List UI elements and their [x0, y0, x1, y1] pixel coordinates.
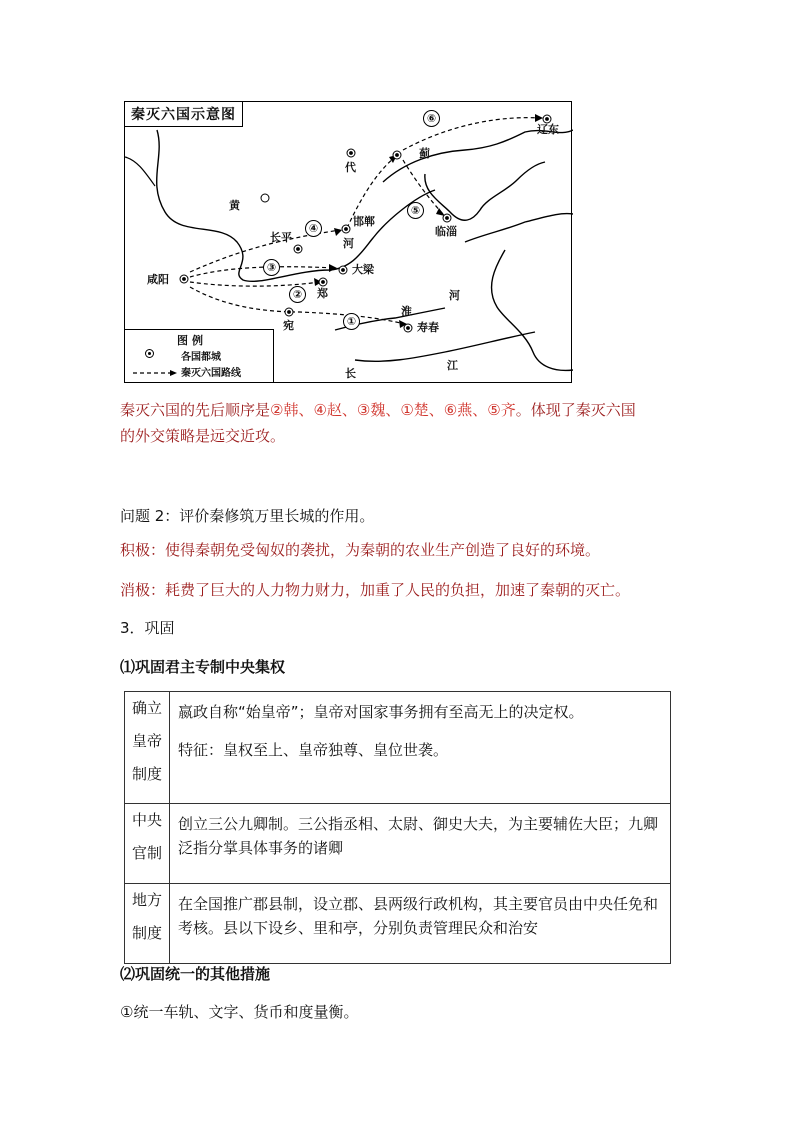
map-title: 秦灭六国示意图 [125, 102, 243, 127]
centralization-table [124, 691, 671, 964]
route-number-2: ② [289, 286, 306, 303]
section3-heading: 3．巩固 [120, 619, 175, 637]
row-content-text: 在全国推广郡县制，设立郡、县两级行政机构，其主要官员由中央任免和考核。县以下设乡、里和亭，分别负责管理民众和治安 [178, 895, 659, 937]
section3-sub2: ⑵巩固统一的其他措施 [120, 965, 271, 983]
table-row [125, 804, 671, 884]
row-header-local [125, 884, 170, 964]
map-legend [125, 329, 274, 382]
answer-order-suffix: 。体现了秦灭六国 [515, 401, 636, 419]
city-dai: 代 [345, 161, 356, 174]
label-he1: 河 [343, 237, 354, 250]
legend-title: 图例 [177, 334, 207, 347]
route-line-icon [133, 369, 179, 377]
route-number-1: ① [343, 313, 360, 330]
label-huang: 黄 [229, 199, 240, 212]
row-content-emperor [170, 692, 671, 804]
row-header-central [125, 804, 170, 884]
row-content-text: 特征：皇权至上、皇帝独尊、皇位世袭。 [178, 741, 449, 759]
label-he2: 河 [449, 289, 460, 302]
row-content-local [170, 884, 671, 964]
label-huai: 淮 [401, 305, 412, 318]
label-jiang: 江 [447, 359, 458, 372]
row-header-line: 地方 [131, 891, 162, 909]
west-river [125, 157, 155, 186]
city-xianyang: 咸阳 [147, 273, 169, 286]
route-number-3: ③ [263, 259, 280, 276]
yangtze-river [355, 332, 535, 361]
capital-marker-icon [145, 349, 154, 358]
section3-sub1: ⑴巩固君主专制中央集权 [120, 658, 286, 676]
row-header-line: 制度 [131, 924, 162, 942]
city-daliang: 大梁 [352, 263, 374, 276]
city-ji: 蓟 [419, 147, 430, 160]
legend-capital: 各国都城 [181, 352, 221, 363]
label-chang: 长 [345, 367, 356, 380]
city-zheng: 郑 [317, 287, 328, 300]
coastline-shandong [465, 214, 573, 242]
row-header-emperor [125, 692, 170, 804]
row-header-line: 皇帝 [131, 732, 162, 750]
qin-conquest-map [124, 101, 572, 383]
row-header-line: 制度 [131, 765, 162, 783]
coastline-bohai [425, 162, 545, 220]
question2-negative: 消极：耗费了巨大的人力物力财力，加重了人民的负担，加速了秦朝的灭亡。 [120, 581, 631, 599]
answer-order-items: ②韩、④赵、③魏、①楚、⑥燕、⑤齐 [270, 401, 516, 419]
row-header-line: 官制 [131, 844, 162, 862]
table-row [125, 692, 671, 804]
legend-route: 秦灭六国路线 [181, 368, 241, 379]
route-number-4: ④ [305, 220, 322, 237]
row-content-text: 嬴政自称“始皇帝”；皇帝对国家事务拥有至高无上的决定权。 [178, 703, 584, 721]
row-header-line: 确立 [131, 699, 162, 717]
city-shouchun: 寿春 [417, 321, 439, 334]
row-content-text: 创立三公九卿制。三公指丞相、太尉、御史大夫，为主要辅佐大臣；九卿泛指分掌具体事务的诸卿 [178, 815, 659, 857]
city-wan: 宛 [283, 319, 294, 332]
route-number-5: ⑤ [407, 202, 424, 219]
answer-order [120, 398, 680, 422]
route-number-6: ⑥ [423, 110, 440, 127]
question2-label: 问题 2：评价秦修筑万里长城的作用。 [120, 507, 375, 525]
city-changping: 长平 [270, 231, 292, 244]
route-2 [190, 282, 320, 286]
answer-strategy: 的外交策略是远交近攻。 [120, 427, 286, 445]
table-row [125, 884, 671, 964]
row-header-line: 中央 [131, 811, 162, 829]
coastline-east [492, 250, 573, 370]
city-liaodong: 辽东 [537, 123, 559, 136]
city-handan: 邯郸 [353, 215, 375, 228]
city-linzi: 临淄 [435, 225, 457, 238]
section3-item1: ①统一车轨、文字、货币和度量衡。 [120, 1003, 359, 1021]
row-content-central [170, 804, 671, 884]
question2-positive: 积极：使得秦朝免受匈奴的袭扰，为秦朝的农业生产创造了良好的环境。 [120, 541, 601, 559]
answer-order-prefix: 秦灭六国的先后顺序是 [120, 401, 271, 419]
